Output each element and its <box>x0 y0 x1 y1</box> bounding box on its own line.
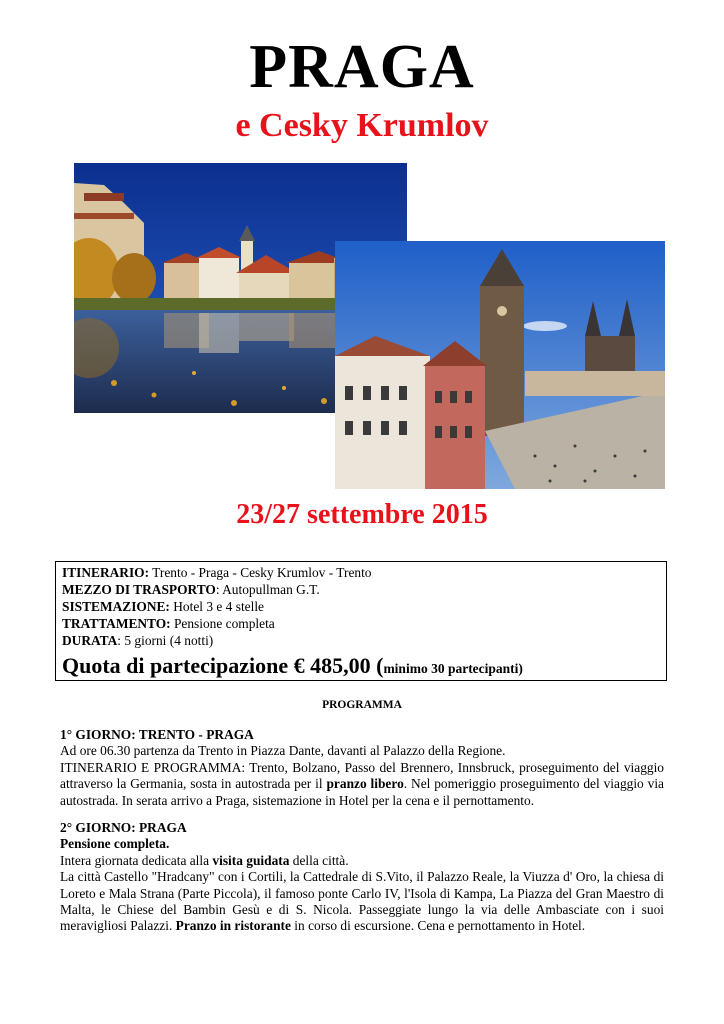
programma-heading: PROGRAMMA <box>322 699 402 711</box>
trattamento-line <box>62 615 660 632</box>
day1-title: 1° GIORNO: TRENTO - PRAGA <box>60 727 254 742</box>
trip-info-box <box>55 561 667 681</box>
day2-title: 2° GIORNO: PRAGA <box>60 820 187 835</box>
durata-line <box>62 632 660 649</box>
sistemazione-value: Hotel 3 e 4 stelle <box>169 599 264 614</box>
day2-visit-text-b: della città. <box>289 852 349 868</box>
trattamento-label: TRATTAMENTO: <box>62 616 171 631</box>
itinerario-line <box>62 564 660 581</box>
day2-visita-guidata: visita guidata <box>212 852 290 868</box>
mezzo-value: : Autopullman G.T. <box>215 582 320 597</box>
quota-note: minimo 30 partecipanti) <box>383 661 523 676</box>
mezzo-line <box>62 581 660 598</box>
quota-line <box>62 651 660 684</box>
day1-pranzo-libero: pranzo libero <box>326 776 404 792</box>
day2-desc-text-b: in corso di escursione. Cena e pernottamento in Hotel. <box>290 918 586 934</box>
sistemazione-label: SISTEMAZIONE: <box>62 599 170 614</box>
day2-description <box>60 869 664 935</box>
day2-desc-text-a: La città Castello "Hradcany" con i Cortili, la Cattedrale di S.Vito, il Palazzo Reale, la Viuzza d' Oro, la chiesa di Loreto e Mala Strana (Parte Piccola), il famoso ponte Carlo IV, l'Isola di Kampa, La Piazza del Gran Maestro di Malta, le Chiese del Bambin Gesù e di S. Nicola. Passeggiate lungo la via delle Ambasciate con i suoi meravigliosi Palazzi. <box>60 869 664 934</box>
itinerario-label: ITINERARIO: <box>62 565 150 580</box>
prague-old-town-photo <box>335 241 665 489</box>
day2-visit <box>60 853 664 869</box>
day2-pranzo-ristorante: Pranzo in ristorante <box>175 918 291 934</box>
durata-label: DURATA <box>62 633 118 648</box>
page-subtitle: e Cesky Krumlov <box>235 107 489 144</box>
trattamento-value: Pensione completa <box>170 616 275 631</box>
day1-section <box>60 727 664 809</box>
day1-itinerary-text-a: ITINERARIO E PROGRAMMA: Trento, Bolzano, Passo del Brennero, Innsbruck, proseguimento del viaggio attraverso la Germania, sosta in autostrada per il <box>60 759 664 792</box>
durata-value: : 5 giorni (4 notti) <box>117 633 214 648</box>
day2-section <box>60 820 664 935</box>
day1-departure: Ad ore 06.30 partenza da Trento in Piazza Dante, davanti al Palazzo della Regione. <box>60 743 506 759</box>
page-title: PRAGA <box>249 33 475 101</box>
quota-label: Quota di partecipazione € 485,00 ( <box>62 653 384 678</box>
day2-pensione: Pensione completa. <box>60 836 170 852</box>
travel-dates: 23/27 settembre 2015 <box>236 499 488 530</box>
day2-visit-text-a: Intera giornata dedicata alla <box>60 852 213 868</box>
sistemazione-line <box>62 598 660 615</box>
itinerario-value: Trento - Praga - Cesky Krumlov - Trento <box>149 565 372 580</box>
day1-itinerary-text-b: . Nel pomeriggio proseguimento del viaggio via autostrada. In serata arrivo a Praga, sistemazione in Hotel per la cena e il pernottamento. <box>60 776 665 808</box>
mezzo-label: MEZZO DI TRASPORTO <box>62 582 216 597</box>
day1-itinerary <box>60 760 664 809</box>
